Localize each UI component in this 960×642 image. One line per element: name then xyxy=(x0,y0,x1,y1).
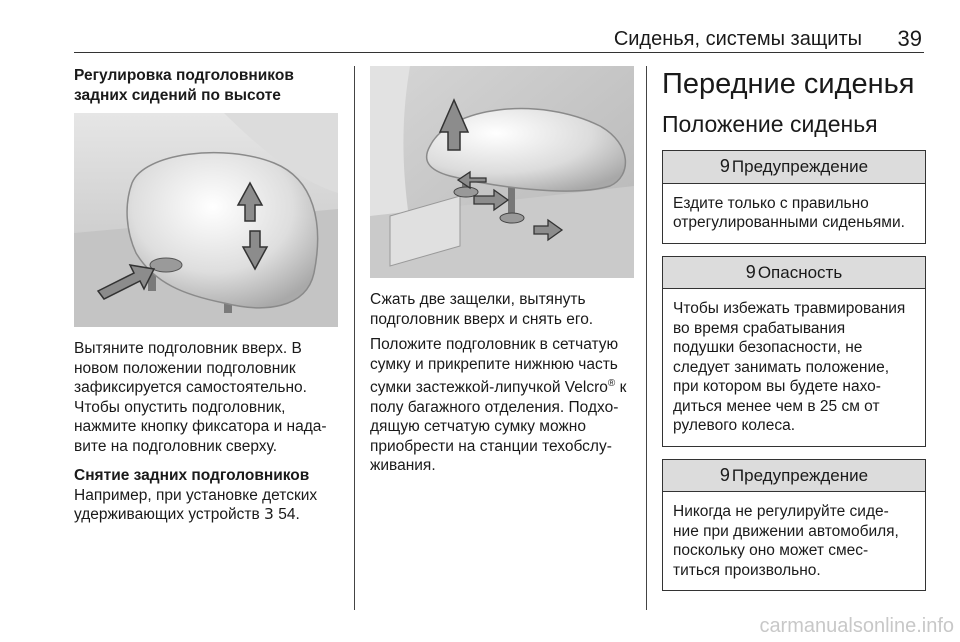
page-reference-icon[interactable]: 3 xyxy=(264,505,274,523)
paragraph-removal: Например, при установке детских удерживающих устройств 3 54. xyxy=(74,486,318,523)
danger-header: 9 Опасность xyxy=(663,257,925,290)
warning-header: 9 Предупреждение xyxy=(663,151,925,184)
danger-box xyxy=(662,256,926,447)
watermark: carmanualsonline.info xyxy=(759,615,954,637)
heading-seat-position: Положение сиденья xyxy=(662,111,878,137)
heading-front-seats: Передние сиденья xyxy=(662,68,915,100)
column-divider-2 xyxy=(646,66,647,610)
page-reference-number[interactable]: 54. xyxy=(278,506,300,523)
heading-rear-headrest-height: Регулировка подголовников задних сидений по высоте xyxy=(74,67,294,104)
rear-headrest-height-illustration xyxy=(74,113,338,327)
column-left xyxy=(74,66,346,525)
paragraph-raise-lower: Вытяните подголовник вверх. В новом положении подголовник зафиксируется самостоятельно. Чтобы опустить подголовник, нажмите кнопку фиксатора и нада- вите на подголовник сверху. xyxy=(74,340,327,455)
column-middle xyxy=(370,66,634,476)
column-right xyxy=(662,66,926,591)
paragraph-net-bag: Положите подголовник в сетчатую сумку и прикрепите нижнюю часть сумки застежкой-липучкой Velcro® к полу багажного отделения. Подхо- дящую сетчатую сумку можно приобрести на станции техобслу- живания. xyxy=(370,336,627,475)
warning-header-2: 9 Предупреждение xyxy=(663,460,925,493)
danger-body: Чтобы избежать травмирования во время срабатывания подушки безопасности, не следует занимать положение, при котором вы будете нахо- диться менее чем в 25 см от рулевого колеса. xyxy=(673,300,906,434)
column-divider-1 xyxy=(354,66,355,610)
headrest-removal-illustration xyxy=(370,66,634,278)
warning-box-2 xyxy=(662,459,926,592)
warning-triangle-icon: 9 xyxy=(745,261,756,282)
warning-body: Ездите только с правильно отрегулированными сиденьями. xyxy=(673,194,905,231)
warning-triangle-icon: 9 xyxy=(719,156,730,176)
section-title: Сиденья, системы защиты xyxy=(613,28,862,50)
page-header xyxy=(74,26,924,53)
paragraph-release-latches: Сжать две защелки, вытянуть подголовник вверх и снять его. xyxy=(370,291,594,328)
warning-body-2: Никогда не регулируйте сиде- ние при движении автомобиля, поскольку оно может смес- титься произвольно. xyxy=(673,503,899,579)
page-number: 39 xyxy=(897,26,922,51)
warning-box xyxy=(662,150,926,244)
warning-triangle-icon: 9 xyxy=(719,464,730,485)
subheading-removal: Снятие задних подголовников xyxy=(74,467,310,484)
